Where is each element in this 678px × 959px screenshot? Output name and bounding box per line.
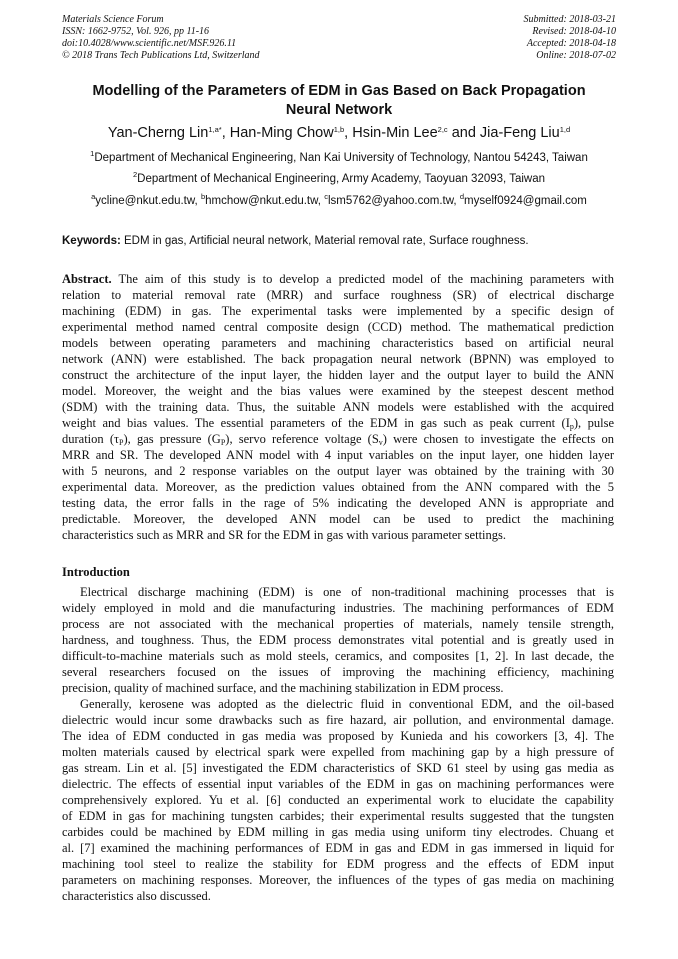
- intro-line: al. [7] examined the machining performances of EDM in gas and EDM in gas immersed in liquid for: [62, 841, 614, 855]
- journal-issn: ISSN: 1662-9752, Vol. 926, pp 11-16: [62, 26, 210, 37]
- email-sup: a: [91, 192, 96, 201]
- author-list: [40, 124, 638, 142]
- intro-line: gas stream. Lin et al. [5] investigated the EDM characteristics of SKD 61 steel by using gas media as: [62, 761, 614, 775]
- title-line: Modelling of the Parameters of EDM in Gas Based on Back Propagation: [92, 83, 586, 99]
- abstract-line: machining (EDM) in gas. The experimental tasks were implemented by a specific design of: [62, 304, 614, 318]
- email: lsm5762@yahoo.com.tw,: [327, 195, 460, 207]
- date-accepted: Accepted: 2018-04-18: [526, 38, 616, 49]
- author-sup: 1,d: [559, 125, 571, 134]
- intro-line: process are not associated with the mechanical properties of materials, namely tensile strength,: [62, 617, 614, 631]
- title-line: Neural Network: [285, 102, 393, 118]
- journal-copyright: © 2018 Trans Tech Publications Ltd, Switzerland: [62, 50, 260, 61]
- intro-line: carbides could be machined by EDM milling in gas media using uniform tiny electrodes. Chuang et: [62, 825, 614, 839]
- intro-line: machining tool steel to realize the stability for EDM progress and the effects of EDM input: [62, 857, 614, 871]
- abstract-line: weight and bias values. The essential parameters of the EDM in gas such as peak current $(I_p)$, pulse: [62, 416, 614, 431]
- abstract-line: models between operating parameters and machining characteristics based on artificial neural: [62, 336, 614, 350]
- intro-line: precision, quality of machined surface, and the machining stabilization in EDM process.: [62, 681, 504, 695]
- intro-line: parameters on machining responses. Moreover, the influences of the types of gas media on machining: [62, 873, 614, 887]
- author-name: Yan-Cherng Lin: [107, 125, 209, 141]
- intro-line: difficult-to-machine materials such as mold steels, ceramics, and composites [1, 2]. In last decade, the: [62, 649, 614, 663]
- author-sup: 1,b: [333, 125, 345, 134]
- abstract-line: testing data, the error falls in the rage of 5% indicating the developed ANN is appropriate and: [62, 496, 614, 510]
- keywords-label: Keywords:: [62, 235, 121, 247]
- author-name: Hsin-Min Lee: [352, 125, 438, 141]
- affiliation-text: Department of Mechanical Engineering, Army Academy, Taoyuan 32093, Taiwan: [137, 173, 546, 185]
- email: myself0924@gmail.com: [463, 195, 587, 207]
- journal-doi: doi:10.4028/www.scientific.net/MSF.926.11: [62, 38, 237, 49]
- author-name: Jia-Feng Liu: [479, 125, 560, 141]
- abstract-label: Abstract.: [62, 272, 112, 286]
- abstract-line: experimental method named central composite design (CCD) method. The mathematical prediction: [62, 320, 614, 334]
- date-online: Online: 2018-07-02: [536, 50, 616, 61]
- abstract-line: predictable. Moreover, the developed ANN model can be used to predict the machining: [62, 512, 614, 526]
- intro-line: dielectric. The effects of essential input variables of the EDM in gas on machining performances were: [62, 777, 614, 791]
- introduction-body: [62, 584, 614, 904]
- keywords-text: EDM in gas, Artificial neural network, Material removal rate, Surface roughness.: [124, 235, 529, 247]
- intro-line: widely employed in mold and die manufacturing industries. The machining performances of EDM: [62, 601, 614, 615]
- email-list: [30, 194, 648, 208]
- author-sep: and: [447, 125, 480, 141]
- date-revised: Revised: 2018-04-10: [532, 26, 616, 37]
- email-sup: c: [324, 192, 328, 201]
- intro-line: hardness, and toughness. Thus, the EDM process demonstrates vital potential and is greatly used in: [62, 633, 614, 647]
- abstract-line: duration $(\tau_P)$, gas pressure $(G_P)$, servo reference voltage $(S_v)$ were chosen to investigate the effects on: [62, 432, 614, 447]
- intro-line: The idea of EDM conducted in gas media was proposed by Kunieda and his coworkers [3, 4]. The: [62, 729, 614, 743]
- author-sep: ,: [344, 125, 353, 141]
- abstract-line: network (ANN) were established. The back propagation neural network (BPNN) was employed to: [62, 352, 614, 366]
- email: ycline@nkut.edu.tw,: [95, 195, 201, 207]
- intro-line: of EDM in gas for machining tungsten carbides; their experimental results suggested that the tungsten: [62, 809, 614, 823]
- intro-line: molten materials caused by electrical spark were expelled from machining gap by a high pressure of: [62, 745, 614, 759]
- abstract-line: characteristics such as MRR and SR for the EDM in gas with various parameter settings.: [62, 528, 507, 542]
- intro-line: several researchers focused on the issues of improving the machining efficiency, machining: [62, 665, 614, 679]
- intro-line: comprehensively explored. Yu et al. [6] conducted an experimental work to elucidate the capability: [62, 793, 614, 807]
- abstract-line: MRR and SR. The developed ANN model with 4 input variables on the input layer, one hidden layer: [62, 448, 614, 462]
- intro-line: Electrical discharge machining (EDM) is one of non-traditional machining processes that is: [80, 585, 614, 599]
- affiliation-2: [30, 172, 648, 186]
- intro-line: dielectric would incur some drawbacks such as fire hazard, air pollution, and environmental damage.: [62, 713, 614, 727]
- paper-title: [50, 82, 628, 120]
- intro-line: characteristics also discussed.: [62, 889, 211, 903]
- journal-header: [62, 14, 260, 62]
- abstract-line: relation to material removal rate (MRR) and surface roughness (SR) of electrical discharge: [62, 288, 614, 302]
- email: hmchow@nkut.edu.tw,: [205, 195, 325, 207]
- abstract-line: construct the architecture of the input layer, the hidden layer and the output layer to build the ANN: [62, 368, 614, 382]
- intro-line: Generally, kerosene was adopted as the dielectric fluid in conventional EDM, and the oil-based: [80, 697, 614, 711]
- date-submitted: Submitted: 2018-03-21: [523, 14, 616, 25]
- abstract-line: with 5 neurons, and 2 response variables on the output layer was obtained by the training with 30: [62, 464, 614, 478]
- affiliation-1: [30, 151, 648, 165]
- abstract-line: (SDM) with the training data. Thus, the suitable ANN models were established with the acquired: [62, 400, 614, 414]
- email-sup: d: [459, 192, 464, 201]
- author-sup: 1,a*: [208, 125, 222, 134]
- journal-name: Materials Science Forum: [62, 14, 164, 25]
- keywords: [62, 234, 616, 248]
- dates-header: [524, 14, 617, 62]
- author-sup: 2,c: [437, 125, 448, 134]
- abstract: [62, 271, 614, 543]
- abstract-line: experimental data. Moreover, as the prediction values obtained from the ANN compared with the 5: [62, 480, 614, 494]
- abstract-line: Abstract. The aim of this study is to develop a predicted model of the machining parameters with: [62, 272, 614, 286]
- abstract-line: model. Moreover, the weight and the bias values were examined by the steepest descent method: [62, 384, 614, 398]
- author-sep: ,: [221, 125, 230, 141]
- affiliation-text: Department of Mechanical Engineering, Nan Kai University of Technology, Nantou 54243, Taiwan: [94, 152, 588, 164]
- affiliation-sup: 2: [132, 170, 138, 179]
- author-name: Han-Ming Chow: [229, 125, 334, 141]
- email-sup: b: [200, 192, 206, 201]
- affiliation-sup: 1: [90, 149, 95, 158]
- section-heading-introduction: Introduction: [62, 565, 130, 579]
